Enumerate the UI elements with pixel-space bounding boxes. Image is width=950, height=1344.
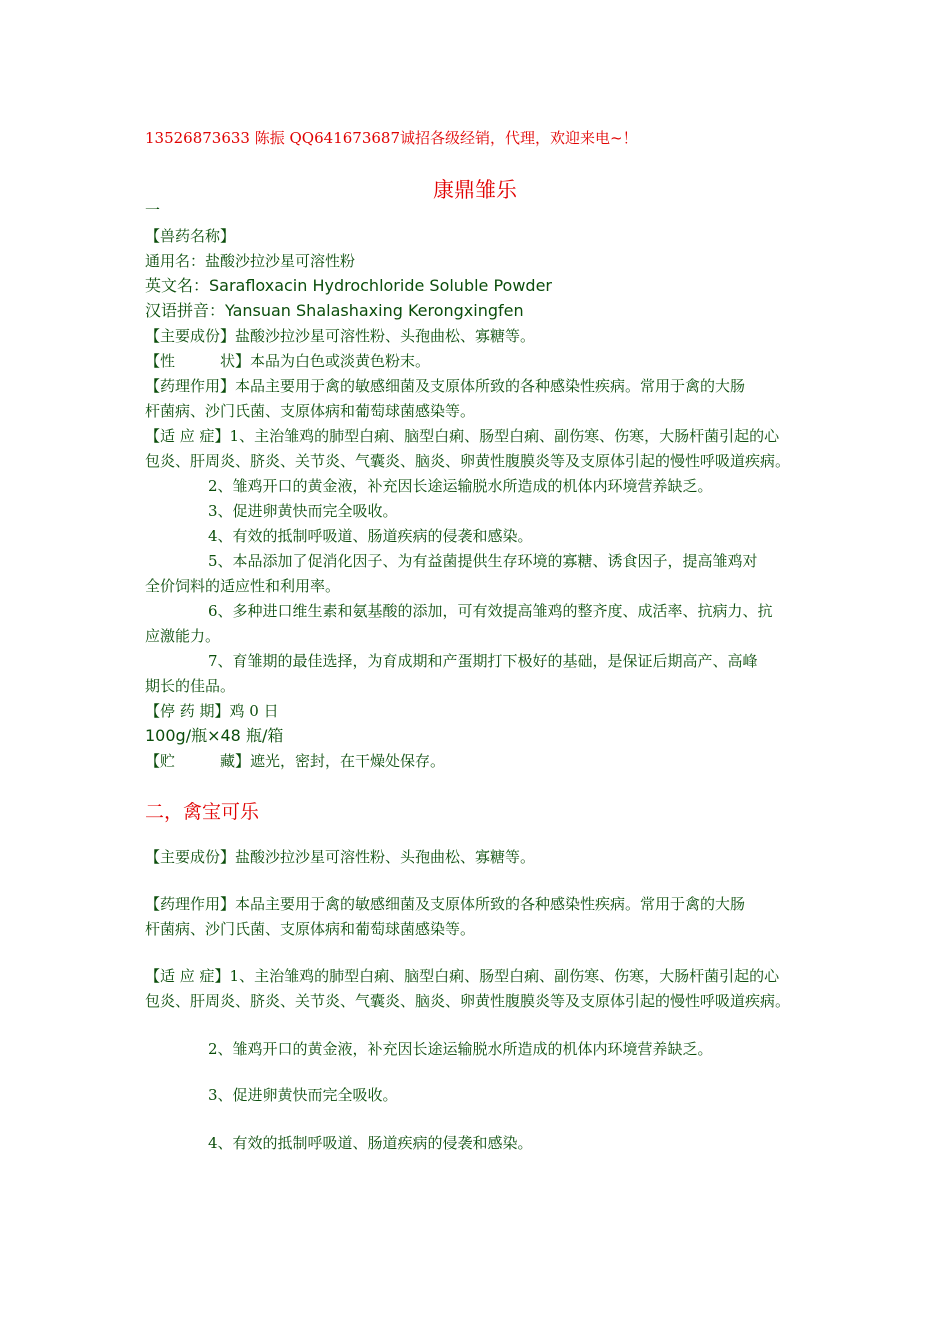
indication-item-5-line-1: 5、本品添加了促消化因子、为有益菌提供生存环境的寡糖、诱食因子，提高雏鸡对 — [208, 552, 758, 570]
section-marker: 一 — [145, 201, 161, 219]
indications-line-1: 【适 应 症】1、主治雏鸡的肺型白痢、脑型白痢、肠型白痢、副伤寒、伤寒，大肠杆菌引起的心 — [145, 427, 780, 445]
s2-ingredients-line: 【主要成份】盐酸沙拉沙星可溶性粉、头孢曲松、寡糖等。 — [145, 848, 536, 866]
pharmacology-line-1: 【药理作用】本品主要用于禽的敏感细菌及支原体所致的各种感染性疾病。常用于禽的大肠 — [145, 377, 746, 395]
s2-indication-item-2: 2、雏鸡开口的黄金液，补充因长途运输脱水所造成的机体内环境营养缺乏。 — [208, 1040, 713, 1058]
indications-line-2: 包炎、肝周炎、脐炎、关节炎、气囊炎、脑炎、卵黄性腹膜炎等及支原体引起的慢性呼吸道疾病。 — [145, 452, 791, 470]
storage-line: 【贮 藏】遮光，密封，在干燥处保存。 — [145, 752, 446, 770]
ingredients-line: 【主要成份】盐酸沙拉沙星可溶性粉、头孢曲松、寡糖等。 — [145, 327, 536, 345]
indication-item-3: 3、促进卵黄快而完全吸收。 — [208, 502, 398, 520]
section-2-title: 二，禽宝可乐 — [145, 801, 260, 823]
packaging-line: 100g/瓶×48 瓶/箱 — [145, 726, 284, 745]
s2-pharmacology-line-1: 【药理作用】本品主要用于禽的敏感细菌及支原体所致的各种感染性疾病。常用于禽的大肠 — [145, 895, 746, 913]
s2-indications-line-2: 包炎、肝周炎、脐炎、关节炎、气囊炎、脑炎、卵黄性腹膜炎等及支原体引起的慢性呼吸道疾病。 — [145, 992, 791, 1010]
withdrawal-period-line: 【停 药 期】鸡 0 日 — [145, 702, 279, 720]
s2-indication-item-4: 4、有效的抵制呼吸道、肠道疾病的侵袭和感染。 — [208, 1134, 533, 1152]
indication-item-6-line-2: 应激能力。 — [145, 627, 221, 645]
pinyin-name-line: 汉语拼音：Yansuan Shalashaxing Kerongxingfen — [145, 301, 524, 320]
indication-item-7-line-2: 期长的佳品。 — [145, 677, 236, 695]
contact-line: 13526873633 陈振 QQ641673687诚招各级经销，代理，欢迎来电~！ — [145, 129, 638, 147]
document-title: 康鼎雏乐 — [433, 178, 517, 202]
vet-drug-name-heading: 【兽药名称】 — [145, 227, 236, 245]
indication-item-2: 2、雏鸡开口的黄金液，补充因长途运输脱水所造成的机体内环境营养缺乏。 — [208, 477, 713, 495]
indication-item-6-line-1: 6、多种进口维生素和氨基酸的添加，可有效提高雏鸡的整齐度、成活率、抗病力、抗 — [208, 602, 773, 620]
indication-item-4: 4、有效的抵制呼吸道、肠道疾病的侵袭和感染。 — [208, 527, 533, 545]
indication-item-5-line-2: 全价饲料的适应性和利用率。 — [145, 577, 341, 595]
s2-pharmacology-line-2: 杆菌病、沙门氏菌、支原体病和葡萄球菌感染等。 — [145, 920, 476, 938]
english-name-line: 英文名：Sarafloxacin Hydrochloride Soluble Powder — [145, 276, 553, 295]
s2-indications-line-1: 【适 应 症】1、主治雏鸡的肺型白痢、脑型白痢、肠型白痢、副伤寒、伤寒，大肠杆菌引起的心 — [145, 967, 780, 985]
generic-name-line: 通用名：盐酸沙拉沙星可溶性粉 — [145, 252, 356, 270]
indication-item-7-line-1: 7、育雏期的最佳选择，为育成期和产蛋期打下极好的基础，是保证后期高产、高峰 — [208, 652, 758, 670]
appearance-line: 【性 状】本品为白色或淡黄色粉末。 — [145, 352, 431, 370]
s2-indication-item-3: 3、促进卵黄快而完全吸收。 — [208, 1086, 398, 1104]
pharmacology-line-2: 杆菌病、沙门氏菌、支原体病和葡萄球菌感染等。 — [145, 402, 476, 420]
